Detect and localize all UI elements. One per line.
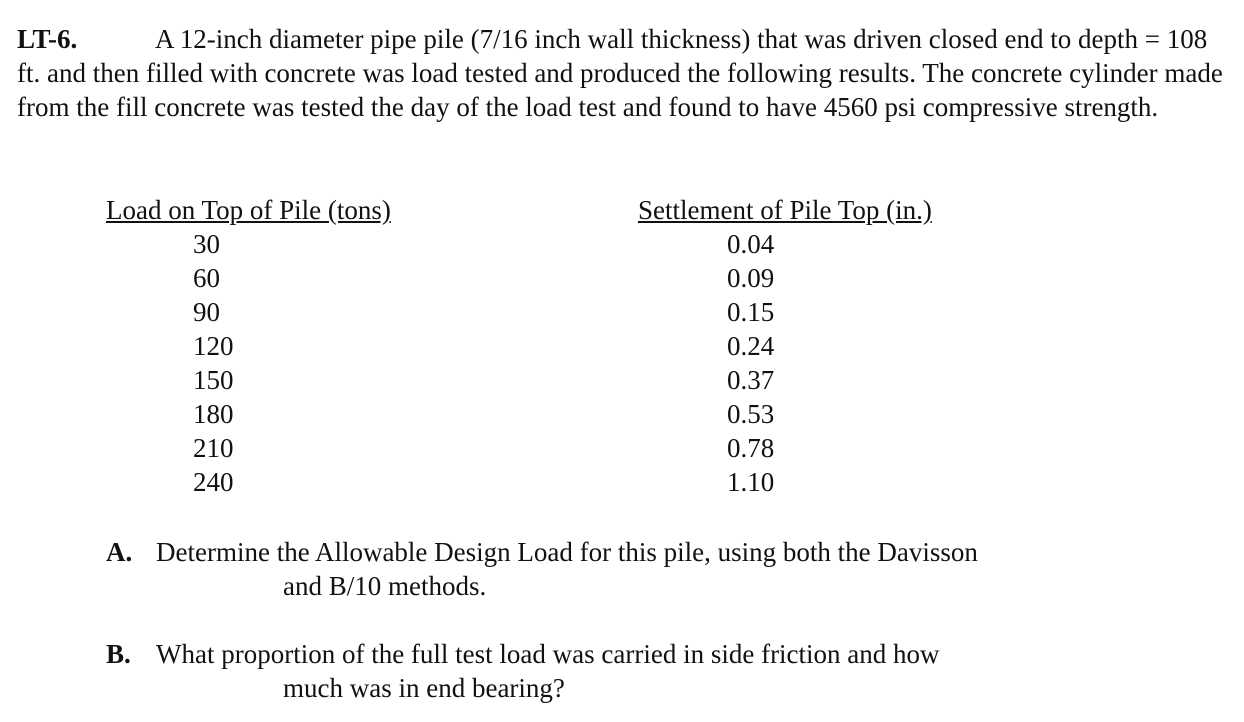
- question-b-line1: What proportion of the full test load was carried in side friction and how: [156, 639, 940, 669]
- settlement-value: 0.78: [727, 433, 775, 463]
- problem-statement: [17, 22, 1232, 124]
- settlement-value: 0.53: [727, 399, 775, 429]
- settlement-column-header: Settlement of Pile Top (in.): [638, 195, 932, 225]
- settlement-value: 0.09: [727, 263, 775, 293]
- question-a-letter: A.: [106, 537, 133, 567]
- load-value: 90: [193, 297, 220, 327]
- settlement-value: 0.15: [727, 297, 775, 327]
- question-b-line2: much was in end bearing?: [283, 673, 565, 703]
- settlement-value: 1.10: [727, 467, 775, 497]
- question-b: [106, 637, 1206, 705]
- load-value: 240: [193, 467, 234, 497]
- question-a-line2: and B/10 methods.: [283, 571, 487, 601]
- load-value: 120: [193, 331, 234, 361]
- load-value: 30: [193, 229, 220, 259]
- load-value: 150: [193, 365, 234, 395]
- settlement-value: 0.37: [727, 365, 775, 395]
- load-value: 180: [193, 399, 234, 429]
- question-a: [106, 535, 1206, 603]
- load-value: 210: [193, 433, 234, 463]
- settlement-value: 0.24: [727, 331, 775, 361]
- settlement-value: 0.04: [727, 229, 775, 259]
- problem-id: LT-6.: [17, 24, 78, 54]
- load-column-header: Load on Top of Pile (tons): [106, 195, 391, 225]
- settlement-values-column: [727, 227, 774, 499]
- load-value: 60: [193, 263, 220, 293]
- question-b-letter: B.: [106, 639, 131, 669]
- load-values-column: [193, 227, 234, 499]
- question-a-line1: Determine the Allowable Design Load for this pile, using both the Davisson: [156, 537, 978, 567]
- problem-text: A 12-inch diameter pipe pile (7/16 inch wall thickness) that was driven closed end to depth = 108 ft. and then filled with concrete was load tested and produced the following results. The concrete cylinder made from the fill concrete was tested the day of the load test and found to have 4560 psi compressive strength.: [17, 24, 1223, 122]
